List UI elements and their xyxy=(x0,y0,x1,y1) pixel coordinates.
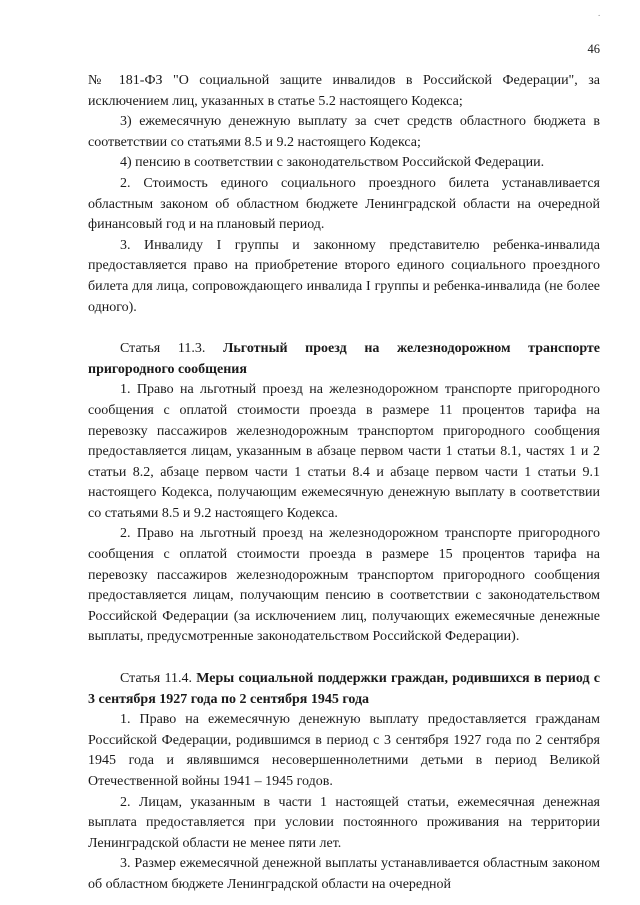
paragraph-law-reference: № 181-ФЗ "О социальной защите инвалидов в Российской Федерации", за исключением лиц, указанных в статье 5.2 настоящего Кодекса; xyxy=(88,73,600,109)
article-number: Статья 11.3. xyxy=(120,341,206,357)
paragraph-11-4-part-3: 3. Размер ежемесячной денежной выплаты устанавливается областным законом об областном бюджете Ленинградской области на очередной xyxy=(88,856,600,892)
paragraph-11-3-part-1: 1. Право на льготный проезд на железнодорожном транспорте пригородного сообщения с оплатой стоимости проезда в размере 11 процентов тарифа на перевозку пассажиров железнодорожным транспортом пригородного сообщения предоставляется лицам, указанным в абзаце первом части 1 статьи 8.1, частях 1 и 2 статьи 8.2, абзаце первом части 1 статьи 8.4 и абзаце первом части 1 статьи 9.1 настоящего Кодекса, получающим ежемесячную денежную выплату в соответствии со статьями 8.5 и 9.2 настоящего Кодекса. xyxy=(88,382,600,521)
page-number: 46 xyxy=(587,42,600,56)
document-body xyxy=(88,71,600,896)
article-heading-11-4 xyxy=(88,669,600,710)
paragraph-second-ticket: 3. Инвалиду I группы и законному представителю ребенка-инвалида предоставляется право на приобретение второго единого социального проездного билета для лица, сопровождающего инвалида I группы и ребенка-инвалида (не более одного). xyxy=(88,237,600,315)
article-title: Льготный проезд на железнодорожном транспорте пригородного сообщения xyxy=(88,341,601,377)
paragraph-ticket-cost: 2. Стоимость единого социального проездного билета устанавливается областным законом об областном бюджете Ленинградской области на очередной финансовый год и на плановый период. xyxy=(88,175,600,233)
paragraph-11-4-part-1: 1. Право на ежемесячную денежную выплату предоставляется гражданам Российской Федерации, родившимся в период с 3 сентября 1927 года по 2 сентября 1945 года и являвшимся несовершеннолетними детьми в период Великой Отечественной войны 1941 – 1945 годов. xyxy=(88,712,600,789)
article-heading-11-3 xyxy=(88,339,600,380)
paragraph-item-4: 4) пенсию в соответствии с законодательством Российской Федерации. xyxy=(120,155,545,171)
corner-mark: . xyxy=(598,8,601,18)
paragraph-item-3: 3) ежемесячную денежную выплату за счет средств областного бюджета в соответствии со статьями 8.5 и 9.2 настоящего Кодекса; xyxy=(88,114,600,150)
article-title: Меры социальной поддержки граждан, родившихся в период с 3 сентября 1927 года по 2 сентября 1945 года xyxy=(88,671,601,707)
paragraph-11-4-part-2: 2. Лицам, указанным в части 1 настоящей статьи, ежемесячная денежная выплата предоставляется при условии постоянного проживания на территории Ленинградской области не менее пяти лет. xyxy=(88,794,600,851)
paragraph-11-3-part-2: 2. Право на льготный проезд на железнодорожном транспорте пригородного сообщения с оплатой стоимости проезда в размере 15 процентов тарифа на перевозку пассажиров железнодорожным транспортом пригородного сообщения предоставляется лицам, получающим пенсию в соответствии с законодательством Российской Федерации (за исключением лиц, получающих ежемесячные денежные выплаты, предусмотренные законодательством Российской Федерации). xyxy=(88,526,600,645)
article-number: Статья 11.4. xyxy=(120,671,192,687)
